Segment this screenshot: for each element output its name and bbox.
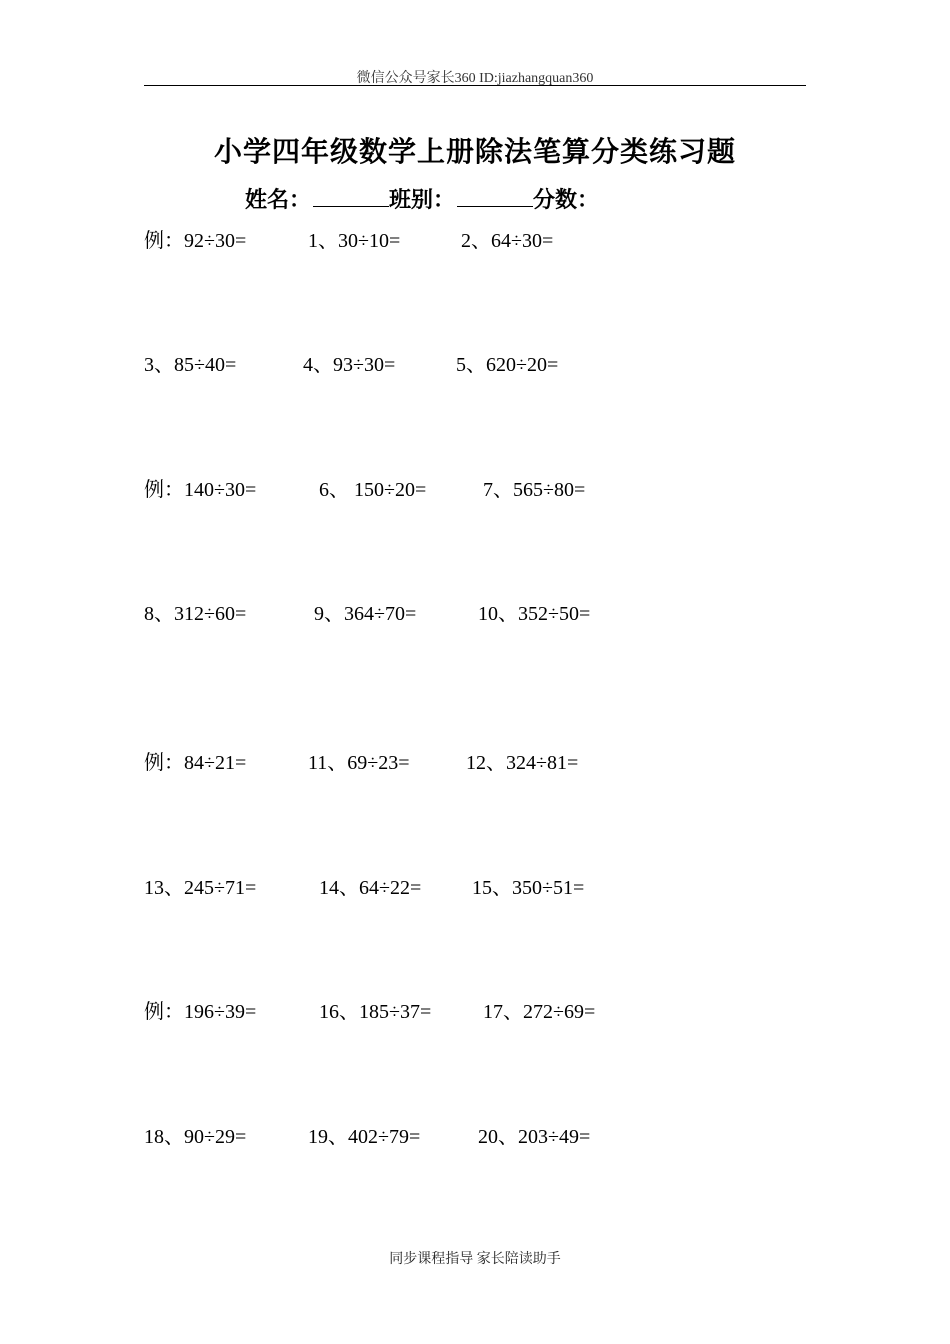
- problem-item: 19、402÷79=: [308, 1126, 421, 1148]
- problem-item: 1、30÷10=: [308, 230, 401, 252]
- problem-item: 7、565÷80=: [483, 479, 586, 501]
- problem-item: 例：92÷30=: [144, 230, 247, 252]
- problem-item: 6、 150÷20=: [319, 479, 427, 501]
- score-label: 分数：: [533, 188, 600, 213]
- name-label: 姓名：: [245, 188, 312, 213]
- problem-item: 例：196÷39=: [144, 1001, 257, 1023]
- problem-item: 9、364÷70=: [314, 603, 417, 625]
- page-footer-text: 同步课程指导 家长陪读助手: [389, 1252, 561, 1267]
- problem-item: 15、350÷51=: [472, 877, 585, 899]
- name-blank[interactable]: [313, 186, 389, 207]
- problem-item: 例：84÷21=: [144, 752, 247, 774]
- problem-item: 14、64÷22=: [319, 877, 422, 899]
- problem-item: 5、620÷20=: [456, 354, 559, 376]
- problem-item: 10、352÷50=: [478, 603, 591, 625]
- problem-item: 20、203÷49=: [478, 1126, 591, 1148]
- problem-item: 例：140÷30=: [144, 479, 257, 501]
- problem-item: 2、64÷30=: [461, 230, 554, 252]
- page-header-text: 微信公众号家长360 ID:jiazhangquan360: [356, 71, 594, 86]
- problem-item: 17、272÷69=: [483, 1001, 596, 1023]
- worksheet-title: 小学四年级数学上册除法笔算分类练习题: [213, 135, 736, 168]
- class-blank[interactable]: [457, 186, 533, 207]
- problem-item: 13、245÷71=: [144, 877, 257, 899]
- header-rule: [144, 85, 806, 86]
- problem-item: 18、90÷29=: [144, 1126, 247, 1148]
- problem-item: 12、324÷81=: [466, 752, 579, 774]
- problem-item: 8、312÷60=: [144, 603, 247, 625]
- student-info-line: [245, 183, 599, 214]
- problem-item: 4、93÷30=: [303, 354, 396, 376]
- problem-item: 11、69÷23=: [308, 752, 410, 774]
- problem-item: 16、185÷37=: [319, 1001, 432, 1023]
- problem-item: 3、85÷40=: [144, 354, 237, 376]
- class-label: 班别：: [389, 188, 456, 213]
